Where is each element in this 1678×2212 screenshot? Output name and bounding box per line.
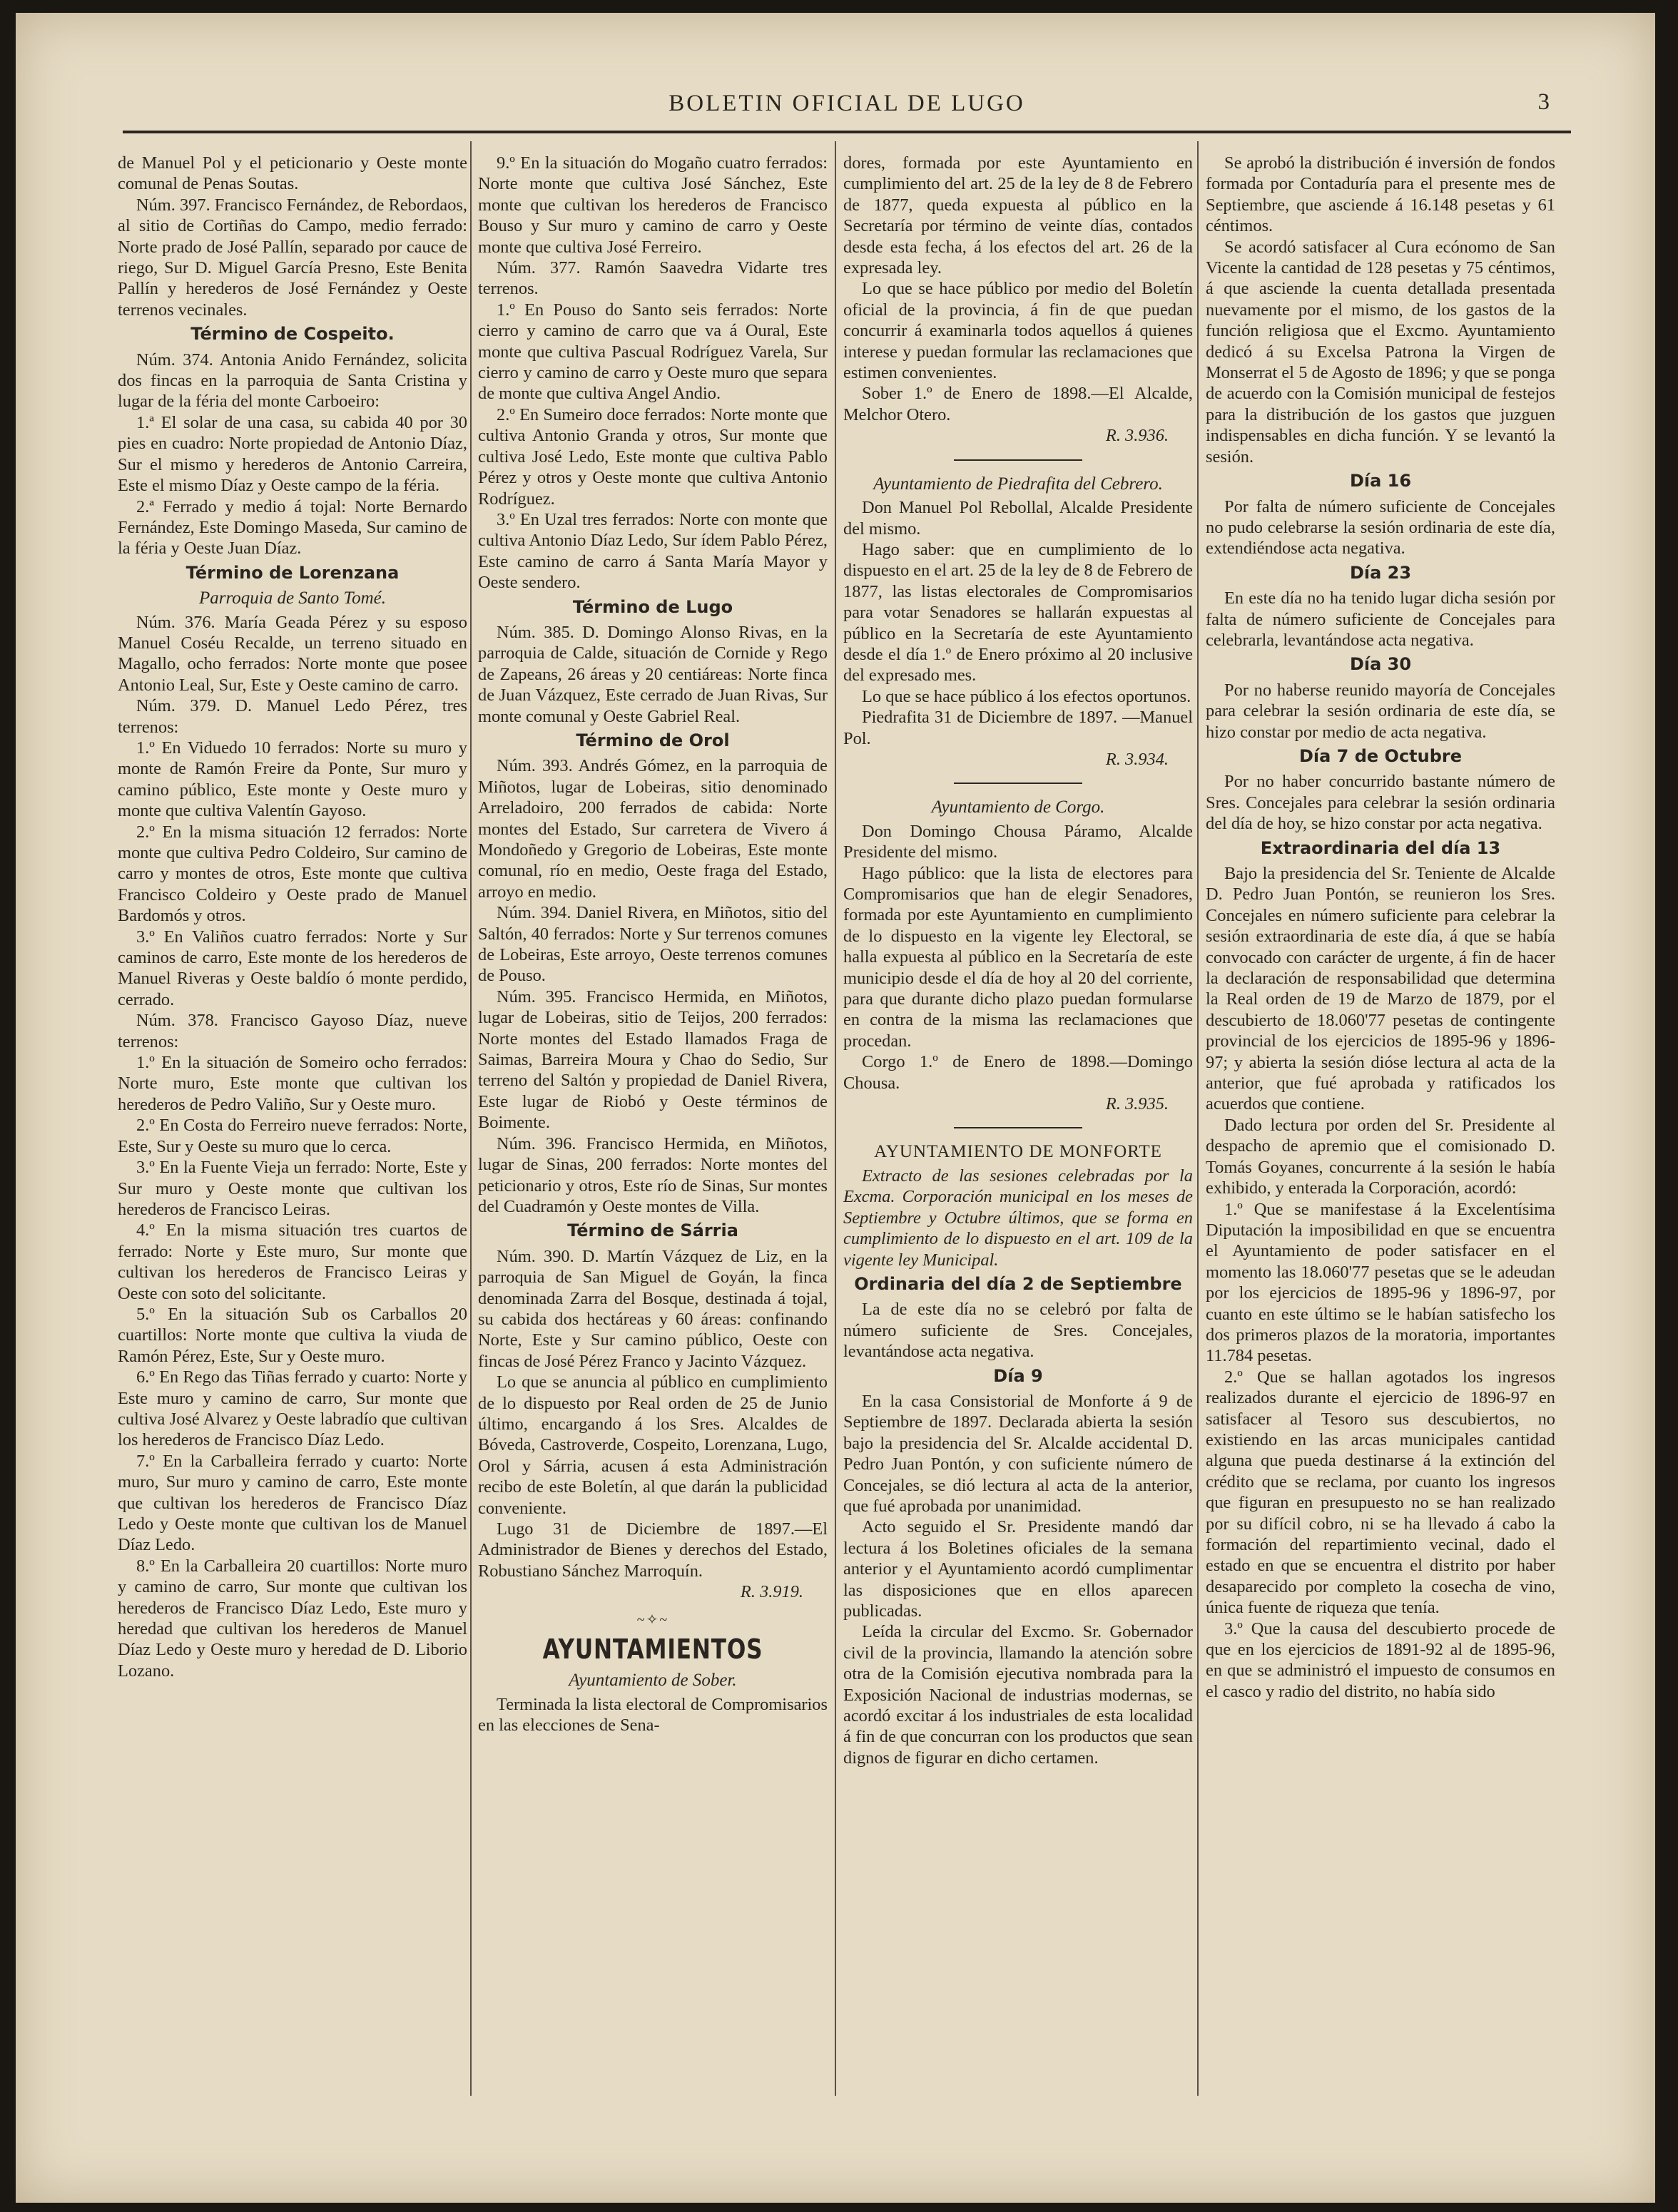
paragraph: Núm. 396. Francisco Hermida, en Miñotos, lugar de Sinas, 200 ferrados: Norte montes del peticionario y otros, Este río de Sinas, Sur montes del Cuadramón y Oeste montes de Villa. (478, 1133, 828, 1216)
paragraph: 3.º En la Fuente Vieja un ferrado: Norte, Este y Sur muro y Oeste monte que cultivan los herederos de Francisco Leiras. (118, 1158, 467, 1219)
paragraph: En este día no ha tenido lugar dicha sesión por falta de número suficiente de Concejales para celebrarla, levantándose acta negativa. (1206, 588, 1555, 650)
paragraph: Don Manuel Pol Rebollal, Alcalde Presidente del mismo. (843, 498, 1193, 539)
paragraph: Por no haber concurrido bastante número de Sres. Concejales para celebrar la sesión ordinaria del día de hoy, se hizo constar por acta negativa. (1206, 772, 1555, 834)
paragraph: 2.º Que se hallan agotados los ingresos realizados durante el ejercicio de 1896-97 en satisfacer al Tesoro sus descubiertos, no existiendo en las arcas municipales cantidad alguna que pueda destinarse á la extinción del crédito que se reclama, por cuanto los ingresos que figuran en presupuesto no se han realizado por su difícil cobro, ni se ha llevado á cabo la formación del repartimiento vecinal, dado el estado en que se encuentra el distrito por haber desaparecido por completo la cosecha de vino, única fuente de riqueza que tenía. (1206, 1367, 1555, 1618)
subsection-heading: Parroquia de Santo Tomé. (198, 588, 387, 608)
paragraph: Núm. 376. María Geada Pérez y su esposo Manuel Coséu Recalde, un terreno situado en Magallo, ocho ferrados: Norte monte que posee Antonio Leal, Sur, Este y Oeste camino de carro. (118, 612, 467, 695)
paragraph: 4.º En la misma situación tres cuartos de ferrado: Norte y Este muro, Sur monte que cultivan los herederos de Francisco Leiras y Oeste con soto del solicitante. (118, 1220, 467, 1303)
section-heading: Día 23 (1349, 562, 1412, 583)
section-heading: Día 16 (1349, 471, 1412, 491)
paragraph: Núm. 378. Francisco Gayoso Díaz, nueve terrenos: (118, 1011, 467, 1051)
page-number: 3 (1537, 89, 1550, 115)
subsection-heading: Ayuntamiento de Sober. (569, 1671, 737, 1691)
paragraph: 1.º En Pouso do Santo seis ferrados: Norte cierro y camino de carro que va á Oural, Este monte que cultiva Pascual Rodríguez Varela, Sur cierro y camino de carro y Oeste muro que separa de monte que cultiva Angel Andio. (478, 300, 828, 404)
paragraph: 1.º En la situación de Someiro ocho ferrados: Norte muro, Este monte que cultivan los herederos de Pedro Valiño, Sur y Oeste muro. (118, 1053, 467, 1114)
section-heading: Término de Lugo (572, 596, 733, 617)
paragraph: Núm. 374. Antonia Anido Fernández, solicita dos fincas en la parroquia de Santa Cristina y lugar de la féria del monte Carboeiro: (118, 350, 467, 412)
paragraph: Corgo 1.º de Enero de 1898.—Domingo Chousa. (843, 1052, 1193, 1093)
column-1 (118, 153, 467, 1681)
paragraph: 6.º En Rego das Tiñas ferrado y cuarto: Norte y Este muro y camino de carro, Sur monte que cultiva José Alvarez y Oeste labradío que cultivan los herederos de Francisco Díaz Ledo. (118, 1367, 467, 1450)
paragraph: Núm. 394. Daniel Rivera, en Miñotos, sitio del Saltón, 40 ferrados: Norte y Sur terrenos comunes de Lobeiras, Este arroyo, Oeste terrenos comunes de Pouso. (478, 903, 828, 986)
paragraph: 8.º En la Carballeira 20 cuartillos: Norte muro y camino de carro, Sur monte que cultivan los herederos de Francisco Díaz Ledo, Este muro y heredad que cultivan los herederos de Manuel Díaz Ledo y Oeste muro y heredad de D. Liborio Lozano. (118, 1556, 467, 1681)
paragraph: Dado lectura por orden del Sr. Presidente al despacho de apremio que el comisionado D. Tomás Goyanes, concurrente á la sesión le había exhibido, y enterada la Corporación, acordó: (1206, 1115, 1555, 1198)
paragraph: Núm. 397. Francisco Fernández, de Rebordaos, al sitio de Cortiñas do Campo, medio ferrado: Norte prado de José Pallín, separado por cauce de riego, Sur D. Miguel García Presno, Este Benita Pallín y herederos de José Fernández y Oeste terrenos vecinales. (118, 195, 467, 320)
paragraph: Hago público: que la lista de electores para Compromisarios que han de elegir Senadores, formada por este Ayuntamiento en cumplimiento de lo dispuesto en la vigente ley Electoral, se halla expuesta al público en la Secretaría de este municipio desde el día de hoy al 20 del corriente, para que durante dicho plazo puedan formularse en contra de la misma las reclamaciones que procedan. (843, 863, 1193, 1051)
paragraph: Hago saber: que en cumplimiento de lo dispuesto en el art. 25 de la ley de 8 de Febrero de 1877, las listas electorales de Compromisarios para votar Senadores se hallarán expuestas al público en la Secretaría de este Ayuntamiento desde el día 1.º de Enero próximo al 20 inclusive del expresado mes. (843, 539, 1193, 685)
paragraph: Terminada la lista electoral de Compromisarios en las elecciones de Sena- (478, 1694, 828, 1736)
paragraph: 1.ª El solar de una casa, su cabida 40 por 30 pies en cuadro: Norte propiedad de Antonio Díaz, Sur el mismo y herederos de Antonio Carreira, Este el mismo Díaz y Oeste campo de la féria. (118, 412, 467, 496)
paragraph: 1.º En Viduedo 10 ferrados: Norte su muro y monte de Ramón Freire da Ponte, Sur muro y camino público, Este monte y Oeste muro y monte que cultiva Valentín Gayoso. (118, 738, 467, 821)
notice-title: AYUNTAMIENTO DE MONFORTE (874, 1142, 1162, 1162)
paragraph: Don Domingo Chousa Páramo, Alcalde Presidente del mismo. (843, 821, 1193, 862)
column-rule (835, 141, 836, 2096)
paragraph: dores, formada por este Ayuntamiento en cumplimiento del art. 25 de la ley de 8 de Febrero de 1877, queda expuesta al público en la Secretaría por término de veinte días, contados desde esta fecha, á los efectos del art. 26 de la expresada ley. (843, 153, 1193, 278)
paragraph: Sober 1.º de Enero de 1898.—El Alcalde, Melchor Otero. (843, 384, 1193, 424)
section-heading: Día 30 (1349, 654, 1412, 675)
paragraph: Se aprobó la distribución é inversión de fondos formada por Contaduría para el presente mes de Septiembre, que asciende á 16.148 pesetas y 61 céntimos. (1206, 153, 1555, 236)
paragraph: Lugo 31 de Diciembre de 1897.—El Administrador de Bienes y derechos del Estado, Robustiano Sánchez Marroquín. (478, 1519, 828, 1581)
paragraph: 2.ª Ferrado y medio á tojal: Norte Bernardo Fernández, Este Domingo Maseda, Sur camino de la féria y Oeste Juan Díaz. (118, 496, 467, 559)
column-2 (478, 153, 828, 1736)
paragraph: Lo que se anuncia al público en cumplimiento de lo dispuesto por Real orden de 25 de Junio último, encargando á los Sres. Alcaldes de Bóveda, Castroverde, Cospeito, Lorenzana, Lugo, Orol y Sárria, acusen á esta Administración recibo de este Boletín, al que darán la publicidad conveniente. (478, 1372, 828, 1518)
section-heading: Día 7 de Octubre (1298, 745, 1463, 766)
reference-number: R. 3.934. (1105, 749, 1169, 769)
paragraph: Bajo la presidencia del Sr. Teniente de Alcalde D. Pedro Juan Pontón, se reunieron los Sres. Concejales en número suficiente para celebrar la sesión extraordinaria de este día, á que se había convocado con carácter de urgente, á fin de hacer la declaración de responsabilidad que determina la Real orden de 19 de Marzo de 1879, por el descubierto de 18.060'77 pesetas de contingente provincial de los ejercicios de 1895-96 y 1896-97; y abierta la sesión dióse lectura al acta de la anterior, que fué aprobada y ratificados los acuerdos que contiene. (1206, 864, 1555, 1114)
ornament: ~✧~ (636, 1611, 669, 1628)
paragraph: Acto seguido el Sr. Presidente mandó dar lectura á los Boletines oficiales de la semana anterior y el Ayuntamiento acordó cumplimentar las disposiciones que en ellos aparecen publicadas. (843, 1517, 1193, 1621)
paragraph: de Manuel Pol y el peticionario y Oeste monte comunal de Penas Soutas. (118, 153, 467, 194)
section-heading: Término de Sárria (567, 1220, 738, 1241)
paragraph: Leída la circular del Excmo. Sr. Gobernador civil de la provincia, llamando la atención sobre otra de la Comisión ejecutiva nombrada para la Exposición Nacional de industrias modernas, se acordó excitar á los industriales de esta localidad á fin de que concurran con los productos que sean dignos de figurar en dicho certamen. (843, 1622, 1193, 1768)
paragraph: Núm. 377. Ramón Saavedra Vidarte tres terrenos. (478, 258, 828, 299)
paragraph: Lo que se hace público por medio del Boletín oficial de la provincia, á fin de que puedan concurrir á examinarla todos aquellos á quienes interese y puedan formular las reclamaciones que estimen convenientes. (843, 279, 1193, 383)
paragraph: 2.º En la misma situación 12 ferrados: Norte monte que cultiva Pedro Coldeiro, Sur camino de carro y montes de otros, Este monte que cultiva Francisco Coldeiro y Oeste prado de Manuel Bardomós y otros. (118, 822, 467, 926)
paragraph: En la casa Consistorial de Monforte á 9 de Septiembre de 1897. Declarada abierta la sesión bajo la presidencia del Sr. Alcalde accidental D. Pedro Juan Pontón, y con suficiente número de Concejales, se dió lectura al acta de la anterior, que fué aprobada por unanimidad. (843, 1391, 1193, 1516)
paragraph: 1.º Que se manifestase á la Excelentísima Diputación la imposibilidad en que se encuentra el Ayuntamiento de poder satisfacer en el momento las 18.060'77 pesetas que se le adeudan por los ejercicios de 1895-96 y 1896-97, por cuanto en este último se le habían satisfecho los dos primeros plazos de la moratoria, importantes 11.784 pesetas. (1206, 1199, 1555, 1366)
paragraph: Núm. 390. D. Martín Vázquez de Liz, en la parroquia de San Miguel de Goyán, la finca denominada Zarra del Bosque, destinada á tojal, su cabida dos hectáreas y 60 áreas: confinando Norte, Este y Sur camino público, Oeste con fincas de José Pérez Franco y Jacinto Vázquez. (478, 1246, 828, 1371)
paragraph: Por falta de número suficiente de Concejales no pudo celebrarse la sesión ordinaria de este día, extendiéndose acta negativa. (1206, 496, 1555, 559)
paragraph: Núm. 393. Andrés Gómez, en la parroquia de Miñotos, lugar de Lobeiras, sitio denominado Arreladoiro, 200 ferrados de cabida: Norte montes del Estado, Sur carretera de Vivero á Mondoñedo y Gregorio de Lobeiras, Este monte comunal, río en medio, Oeste fraga del Estado, arroyo en medio. (478, 756, 828, 902)
section-heading: Término de Cospeito. (190, 324, 395, 345)
paragraph: Núm. 395. Francisco Hermida, en Miñotos, lugar de Lobeiras, sitio de Teijos, 200 ferrados: Norte montes del Estado llamados Fraga de Saimas, Barreira Moura y Chao do Sedio, Sur terreno del Saltón y propiedad de Daniel Rivera, Este lugar de Riobó y Oeste términos de Boimente. (478, 987, 828, 1133)
paragraph: 3.º Que la causa del descubierto procede de que en los ejercicios de 1891-92 al de 1895-96, en que se administró el impuesto de consumos en el casco y radio del distrito, no había sido (1206, 1619, 1555, 1701)
section-heading: Ordinaria del día 2 de Septiembre (854, 1273, 1182, 1294)
paragraph: 5.º En la situación Sub os Carballos 20 cuartillos: Norte monte que cultiva la viuda de Ramón Pérez, Este, Sur y Oeste muro. (118, 1304, 467, 1366)
subsection-heading: Ayuntamiento de Corgo. (931, 797, 1105, 817)
subsection-heading: Ayuntamiento de Piedrafita del Cebrero. (873, 474, 1163, 494)
header-title: BOLETIN OFICIAL DE LUGO (668, 91, 1025, 116)
extract-paragraph: Extracto de las sesiones celebradas por la Excma. Corporación municipal en los meses de Septiembre y Octubre últimos, que se forma en cumplimiento de lo dispuesto en el art. 109 de la vigente ley Municipal. (843, 1166, 1193, 1270)
divider (954, 1127, 1082, 1128)
paragraph: Piedrafita 31 de Diciembre de 1897. —Manuel Pol. (843, 708, 1193, 748)
section-heading: Extraordinaria del día 13 (1260, 837, 1501, 858)
section-heading: Término de Orol (576, 730, 730, 750)
column-rule (1197, 141, 1199, 2096)
paragraph: 3.º En Uzal tres ferrados: Norte con monte que cultiva Antonio Díaz Ledo, Sur ídem Pablo Pérez, Este camino de carro á Santa María Mayor y Oeste sendero. (478, 509, 828, 593)
paragraph: Núm. 379. D. Manuel Ledo Pérez, tres terrenos: (118, 696, 467, 737)
paragraph: 9.º En la situación do Mogaño cuatro ferrados: Norte monte que cultiva José Sánchez, Este monte que cultivan los herederos de Francisco Bouso y Sur muro y camino de carro y Oeste monte que cultiva José Ferreiro. (478, 153, 828, 257)
paragraph: Por no haberse reunido mayoría de Concejales para celebrar la sesión ordinaria de este día, se hizo constar por medio de acta negativa. (1206, 680, 1555, 742)
column-rule (470, 141, 472, 2096)
column-3 (843, 153, 1193, 1768)
paragraph: Se acordó satisfacer al Cura ecónomo de San Vicente la cantidad de 128 pesetas y 75 céntimos, á que asciende la cuenta detallada presentada nuevamente por el mismo, de los gastos de la función religiosa que el Excmo. Ayuntamiento dedicó á su Excelsa Patrona la Virgen de Monserrat el 5 de Agosto de 1896; y que se ponga de acuerdo con la Comisión municipal de festejos para la distribución de los gastos que juzguen indispensables en dicha función. Y se levantó la sesión. (1206, 237, 1555, 467)
column-4 (1206, 153, 1555, 1702)
paragraph: 2.º En Costa do Ferreiro nueve ferrados: Norte, Este, Sur y Oeste su muro que lo cerca. (118, 1116, 467, 1156)
section-title: AYUNTAMIENTOS (542, 1633, 763, 1666)
reference-number: R. 3.936. (1105, 426, 1169, 446)
paragraph: 2.º En Sumeiro doce ferrados: Norte monte que cultiva Antonio Granda y otros, Sur monte que cultiva José Ledo, Este monte que cultiva Pablo Pérez y otros y Oeste monte que cultiva Antonio Rodríguez. (478, 404, 828, 509)
paragraph: Núm. 385. D. Domingo Alonso Rivas, en la parroquia de Calde, situación de Cornide y Rego de Zapeans, 26 áreas y 20 centiáreas: Norte finca de Juan Vázquez, Este cerrado de Juan Rivas, Sur monte comunal y Oeste Gabriel Real. (478, 622, 828, 726)
section-heading: Término de Lorenzana (185, 562, 400, 583)
divider (954, 783, 1082, 784)
reference-number: R. 3.919. (740, 1582, 803, 1602)
newspaper-page (16, 13, 1655, 2203)
section-heading: Día 9 (993, 1365, 1043, 1386)
paragraph: 3.º En Valiños cuatro ferrados: Norte y Sur caminos de carro, Este monte de los herederos de Manuel Riveras y Oeste baldío ó monte perdido, cerrado. (118, 927, 467, 1009)
paragraph: 7.º En la Carballeira ferrado y cuarto: Norte muro, Sur muro y camino de carro, Este monte que cultivan los herederos de Francisco Díaz Ledo y Oeste monte que cultivan los de Manuel Díaz Ledo. (118, 1451, 467, 1555)
divider (954, 459, 1082, 461)
paragraph: Lo que se hace público á los efectos oportunos. (862, 686, 1191, 706)
reference-number: R. 3.935. (1105, 1094, 1169, 1114)
page-header (123, 81, 1571, 133)
paragraph: La de este día no se celebró por falta de número suficiente de Sres. Concejales, levantándose acta negativa. (843, 1300, 1193, 1362)
